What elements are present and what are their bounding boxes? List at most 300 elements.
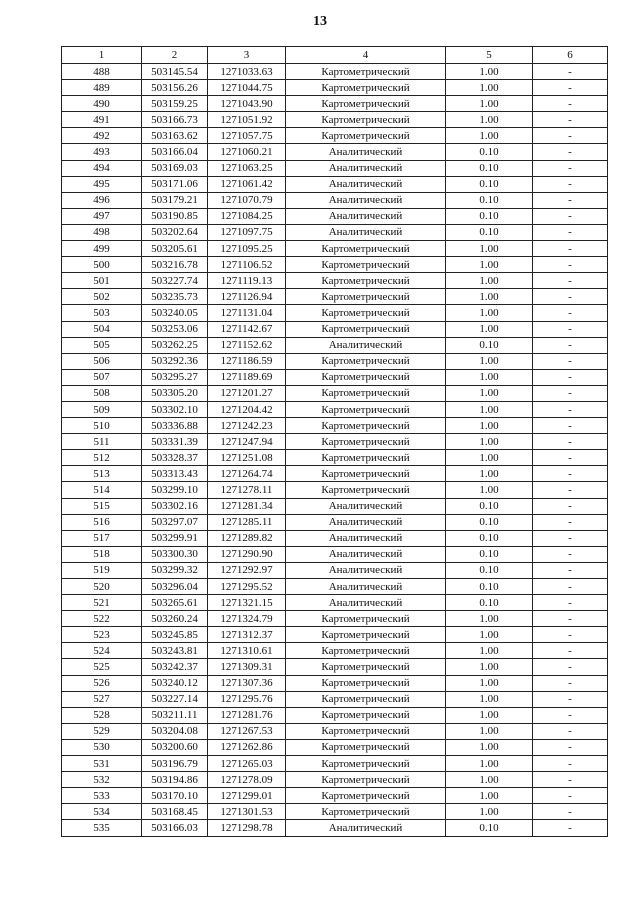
note-cell: - <box>533 144 608 160</box>
table-row <box>62 804 608 820</box>
method-cell: Картометрический <box>286 659 446 675</box>
method-cell: Аналитический <box>286 820 446 836</box>
x-coordinate-cell: 503190.85 <box>142 208 208 224</box>
point-number-cell: 502 <box>62 289 142 305</box>
y-coordinate-cell: 1271278.11 <box>208 482 286 498</box>
y-coordinate-cell: 1271312.37 <box>208 627 286 643</box>
table-row <box>62 562 608 578</box>
point-number-cell: 519 <box>62 562 142 578</box>
accuracy-cell: 1.00 <box>446 128 533 144</box>
y-coordinate-cell: 1271295.76 <box>208 691 286 707</box>
method-cell: Картометрический <box>286 434 446 450</box>
point-number-cell: 509 <box>62 401 142 417</box>
method-cell: Картометрический <box>286 756 446 772</box>
y-coordinate-cell: 1271119.13 <box>208 273 286 289</box>
note-cell: - <box>533 418 608 434</box>
table-row <box>62 64 608 80</box>
accuracy-cell: 1.00 <box>446 739 533 755</box>
table-row <box>62 691 608 707</box>
y-coordinate-cell: 1271285.11 <box>208 514 286 530</box>
x-coordinate-cell: 503194.86 <box>142 772 208 788</box>
point-number-cell: 513 <box>62 466 142 482</box>
table-row <box>62 466 608 482</box>
accuracy-cell: 1.00 <box>446 401 533 417</box>
table-row <box>62 546 608 562</box>
x-coordinate-cell: 503240.05 <box>142 305 208 321</box>
table-row <box>62 128 608 144</box>
method-cell: Аналитический <box>286 514 446 530</box>
coordinates-table <box>61 46 608 837</box>
method-cell: Картометрический <box>286 804 446 820</box>
y-coordinate-cell: 1271201.27 <box>208 385 286 401</box>
note-cell: - <box>533 804 608 820</box>
point-number-cell: 535 <box>62 820 142 836</box>
x-coordinate-cell: 503171.06 <box>142 176 208 192</box>
y-coordinate-cell: 1271267.53 <box>208 723 286 739</box>
table-row <box>62 385 608 401</box>
x-coordinate-cell: 503262.25 <box>142 337 208 353</box>
accuracy-cell: 0.10 <box>446 498 533 514</box>
method-cell: Аналитический <box>286 160 446 176</box>
y-coordinate-cell: 1271251.08 <box>208 450 286 466</box>
point-number-cell: 496 <box>62 192 142 208</box>
note-cell: - <box>533 546 608 562</box>
point-number-cell: 527 <box>62 691 142 707</box>
note-cell: - <box>533 772 608 788</box>
y-coordinate-cell: 1271289.82 <box>208 530 286 546</box>
note-cell: - <box>533 530 608 546</box>
x-coordinate-cell: 503159.25 <box>142 96 208 112</box>
accuracy-cell: 1.00 <box>446 241 533 257</box>
table-row <box>62 530 608 546</box>
accuracy-cell: 1.00 <box>446 385 533 401</box>
table-row <box>62 160 608 176</box>
table-row <box>62 305 608 321</box>
accuracy-cell: 1.00 <box>446 96 533 112</box>
y-coordinate-cell: 1271051.92 <box>208 112 286 128</box>
point-number-cell: 512 <box>62 450 142 466</box>
accuracy-cell: 1.00 <box>446 482 533 498</box>
y-coordinate-cell: 1271126.94 <box>208 289 286 305</box>
point-number-cell: 506 <box>62 353 142 369</box>
table-header <box>62 47 608 64</box>
method-cell: Картометрический <box>286 739 446 755</box>
note-cell: - <box>533 611 608 627</box>
note-cell: - <box>533 273 608 289</box>
method-cell: Аналитический <box>286 337 446 353</box>
table-row <box>62 418 608 434</box>
header-cell-4: 4 <box>286 47 446 64</box>
point-number-cell: 503 <box>62 305 142 321</box>
y-coordinate-cell: 1271106.52 <box>208 257 286 273</box>
y-coordinate-cell: 1271310.61 <box>208 643 286 659</box>
accuracy-cell: 1.00 <box>446 723 533 739</box>
accuracy-cell: 0.10 <box>446 820 533 836</box>
method-cell: Картометрический <box>286 273 446 289</box>
table-row <box>62 289 608 305</box>
y-coordinate-cell: 1271301.53 <box>208 804 286 820</box>
x-coordinate-cell: 503211.11 <box>142 707 208 723</box>
method-cell: Аналитический <box>286 530 446 546</box>
note-cell: - <box>533 321 608 337</box>
table-row <box>62 498 608 514</box>
x-coordinate-cell: 503170.10 <box>142 788 208 804</box>
accuracy-cell: 1.00 <box>446 659 533 675</box>
y-coordinate-cell: 1271061.42 <box>208 176 286 192</box>
y-coordinate-cell: 1271262.86 <box>208 739 286 755</box>
method-cell: Картометрический <box>286 321 446 337</box>
accuracy-cell: 1.00 <box>446 804 533 820</box>
point-number-cell: 488 <box>62 64 142 80</box>
note-cell: - <box>533 450 608 466</box>
point-number-cell: 493 <box>62 144 142 160</box>
method-cell: Картометрический <box>286 723 446 739</box>
point-number-cell: 514 <box>62 482 142 498</box>
x-coordinate-cell: 503260.24 <box>142 611 208 627</box>
point-number-cell: 525 <box>62 659 142 675</box>
table-row <box>62 208 608 224</box>
point-number-cell: 510 <box>62 418 142 434</box>
method-cell: Картометрический <box>286 128 446 144</box>
x-coordinate-cell: 503168.45 <box>142 804 208 820</box>
y-coordinate-cell: 1271131.04 <box>208 305 286 321</box>
table-row <box>62 820 608 836</box>
accuracy-cell: 1.00 <box>446 788 533 804</box>
x-coordinate-cell: 503243.81 <box>142 643 208 659</box>
accuracy-cell: 0.10 <box>446 144 533 160</box>
method-cell: Картометрический <box>286 353 446 369</box>
table-row <box>62 80 608 96</box>
table-row <box>62 369 608 385</box>
method-cell: Аналитический <box>286 546 446 562</box>
point-number-cell: 517 <box>62 530 142 546</box>
method-cell: Картометрический <box>286 241 446 257</box>
y-coordinate-cell: 1271264.74 <box>208 466 286 482</box>
accuracy-cell: 1.00 <box>446 611 533 627</box>
y-coordinate-cell: 1271281.76 <box>208 707 286 723</box>
x-coordinate-cell: 503299.91 <box>142 530 208 546</box>
note-cell: - <box>533 820 608 836</box>
method-cell: Картометрический <box>286 675 446 691</box>
x-coordinate-cell: 503202.64 <box>142 224 208 240</box>
y-coordinate-cell: 1271295.52 <box>208 579 286 595</box>
accuracy-cell: 0.10 <box>446 337 533 353</box>
y-coordinate-cell: 1271309.31 <box>208 659 286 675</box>
point-number-cell: 524 <box>62 643 142 659</box>
method-cell: Картометрический <box>286 772 446 788</box>
method-cell: Аналитический <box>286 208 446 224</box>
method-cell: Аналитический <box>286 144 446 160</box>
table-row <box>62 772 608 788</box>
y-coordinate-cell: 1271142.67 <box>208 321 286 337</box>
x-coordinate-cell: 503295.27 <box>142 369 208 385</box>
table-row <box>62 788 608 804</box>
x-coordinate-cell: 503235.73 <box>142 289 208 305</box>
note-cell: - <box>533 80 608 96</box>
note-cell: - <box>533 112 608 128</box>
y-coordinate-cell: 1271189.69 <box>208 369 286 385</box>
y-coordinate-cell: 1271204.42 <box>208 401 286 417</box>
x-coordinate-cell: 503242.37 <box>142 659 208 675</box>
table-row <box>62 675 608 691</box>
note-cell: - <box>533 353 608 369</box>
accuracy-cell: 1.00 <box>446 353 533 369</box>
table-row <box>62 401 608 417</box>
y-coordinate-cell: 1271290.90 <box>208 546 286 562</box>
table-row <box>62 257 608 273</box>
method-cell: Картометрический <box>286 611 446 627</box>
x-coordinate-cell: 503227.74 <box>142 273 208 289</box>
x-coordinate-cell: 503331.39 <box>142 434 208 450</box>
point-number-cell: 533 <box>62 788 142 804</box>
accuracy-cell: 1.00 <box>446 273 533 289</box>
x-coordinate-cell: 503253.06 <box>142 321 208 337</box>
accuracy-cell: 1.00 <box>446 289 533 305</box>
note-cell: - <box>533 723 608 739</box>
table-row <box>62 241 608 257</box>
x-coordinate-cell: 503196.79 <box>142 756 208 772</box>
x-coordinate-cell: 503179.21 <box>142 192 208 208</box>
y-coordinate-cell: 1271063.25 <box>208 160 286 176</box>
point-number-cell: 505 <box>62 337 142 353</box>
y-coordinate-cell: 1271084.25 <box>208 208 286 224</box>
accuracy-cell: 1.00 <box>446 450 533 466</box>
point-number-cell: 492 <box>62 128 142 144</box>
header-row <box>62 47 608 64</box>
table-row <box>62 96 608 112</box>
method-cell: Аналитический <box>286 192 446 208</box>
page-number: 13 <box>313 14 327 29</box>
table-row <box>62 337 608 353</box>
accuracy-cell: 1.00 <box>446 643 533 659</box>
accuracy-cell: 1.00 <box>446 627 533 643</box>
method-cell: Картометрический <box>286 385 446 401</box>
x-coordinate-cell: 503145.54 <box>142 64 208 80</box>
note-cell: - <box>533 482 608 498</box>
table-row <box>62 643 608 659</box>
method-cell: Картометрический <box>286 418 446 434</box>
note-cell: - <box>533 739 608 755</box>
x-coordinate-cell: 503292.36 <box>142 353 208 369</box>
point-number-cell: 504 <box>62 321 142 337</box>
point-number-cell: 523 <box>62 627 142 643</box>
header-cell-5: 5 <box>446 47 533 64</box>
note-cell: - <box>533 160 608 176</box>
accuracy-cell: 1.00 <box>446 675 533 691</box>
table-row <box>62 627 608 643</box>
method-cell: Картометрический <box>286 707 446 723</box>
x-coordinate-cell: 503169.03 <box>142 160 208 176</box>
y-coordinate-cell: 1271060.21 <box>208 144 286 160</box>
x-coordinate-cell: 503166.04 <box>142 144 208 160</box>
point-number-cell: 520 <box>62 579 142 595</box>
note-cell: - <box>533 208 608 224</box>
point-number-cell: 532 <box>62 772 142 788</box>
method-cell: Картометрический <box>286 788 446 804</box>
y-coordinate-cell: 1271097.75 <box>208 224 286 240</box>
accuracy-cell: 1.00 <box>446 707 533 723</box>
method-cell: Картометрический <box>286 466 446 482</box>
point-number-cell: 495 <box>62 176 142 192</box>
point-number-cell: 501 <box>62 273 142 289</box>
note-cell: - <box>533 595 608 611</box>
method-cell: Картометрический <box>286 80 446 96</box>
table-row <box>62 450 608 466</box>
note-cell: - <box>533 257 608 273</box>
y-coordinate-cell: 1271186.59 <box>208 353 286 369</box>
table-row <box>62 739 608 755</box>
header-cell-2: 2 <box>142 47 208 64</box>
note-cell: - <box>533 176 608 192</box>
table-row <box>62 482 608 498</box>
accuracy-cell: 1.00 <box>446 434 533 450</box>
point-number-cell: 531 <box>62 756 142 772</box>
header-cell-6: 6 <box>533 47 608 64</box>
table-row <box>62 321 608 337</box>
table-row <box>62 611 608 627</box>
table-row <box>62 723 608 739</box>
note-cell: - <box>533 289 608 305</box>
accuracy-cell: 0.10 <box>446 546 533 562</box>
accuracy-cell: 1.00 <box>446 691 533 707</box>
point-number-cell: 490 <box>62 96 142 112</box>
note-cell: - <box>533 707 608 723</box>
table-row <box>62 707 608 723</box>
x-coordinate-cell: 503297.07 <box>142 514 208 530</box>
point-number-cell: 494 <box>62 160 142 176</box>
x-coordinate-cell: 503205.61 <box>142 241 208 257</box>
note-cell: - <box>533 643 608 659</box>
note-cell: - <box>533 659 608 675</box>
method-cell: Картометрический <box>286 482 446 498</box>
note-cell: - <box>533 466 608 482</box>
method-cell: Картометрический <box>286 643 446 659</box>
method-cell: Аналитический <box>286 176 446 192</box>
table-row <box>62 224 608 240</box>
accuracy-cell: 0.10 <box>446 514 533 530</box>
table-row <box>62 353 608 369</box>
point-number-cell: 508 <box>62 385 142 401</box>
point-number-cell: 529 <box>62 723 142 739</box>
table-row <box>62 659 608 675</box>
point-number-cell: 516 <box>62 514 142 530</box>
x-coordinate-cell: 503299.10 <box>142 482 208 498</box>
accuracy-cell: 1.00 <box>446 772 533 788</box>
accuracy-cell: 1.00 <box>446 80 533 96</box>
note-cell: - <box>533 224 608 240</box>
accuracy-cell: 0.10 <box>446 208 533 224</box>
method-cell: Картометрический <box>286 305 446 321</box>
point-number-cell: 530 <box>62 739 142 755</box>
y-coordinate-cell: 1271152.62 <box>208 337 286 353</box>
x-coordinate-cell: 503216.78 <box>142 257 208 273</box>
note-cell: - <box>533 64 608 80</box>
point-number-cell: 521 <box>62 595 142 611</box>
table-row <box>62 176 608 192</box>
method-cell: Аналитический <box>286 579 446 595</box>
point-number-cell: 526 <box>62 675 142 691</box>
accuracy-cell: 0.10 <box>446 595 533 611</box>
note-cell: - <box>533 241 608 257</box>
accuracy-cell: 1.00 <box>446 321 533 337</box>
accuracy-cell: 1.00 <box>446 466 533 482</box>
note-cell: - <box>533 96 608 112</box>
y-coordinate-cell: 1271299.01 <box>208 788 286 804</box>
method-cell: Картометрический <box>286 112 446 128</box>
y-coordinate-cell: 1271095.25 <box>208 241 286 257</box>
x-coordinate-cell: 503302.10 <box>142 401 208 417</box>
point-number-cell: 498 <box>62 224 142 240</box>
note-cell: - <box>533 675 608 691</box>
x-coordinate-cell: 503166.73 <box>142 112 208 128</box>
x-coordinate-cell: 503305.20 <box>142 385 208 401</box>
note-cell: - <box>533 434 608 450</box>
note-cell: - <box>533 756 608 772</box>
note-cell: - <box>533 562 608 578</box>
table-row <box>62 273 608 289</box>
y-coordinate-cell: 1271057.75 <box>208 128 286 144</box>
method-cell: Картометрический <box>286 369 446 385</box>
accuracy-cell: 0.10 <box>446 224 533 240</box>
accuracy-cell: 1.00 <box>446 64 533 80</box>
x-coordinate-cell: 503302.16 <box>142 498 208 514</box>
table-body <box>62 64 608 837</box>
method-cell: Картометрический <box>286 64 446 80</box>
method-cell: Картометрический <box>286 627 446 643</box>
x-coordinate-cell: 503163.62 <box>142 128 208 144</box>
method-cell: Аналитический <box>286 595 446 611</box>
note-cell: - <box>533 514 608 530</box>
y-coordinate-cell: 1271292.97 <box>208 562 286 578</box>
method-cell: Картометрический <box>286 450 446 466</box>
method-cell: Аналитический <box>286 498 446 514</box>
x-coordinate-cell: 503328.37 <box>142 450 208 466</box>
x-coordinate-cell: 503166.03 <box>142 820 208 836</box>
point-number-cell: 522 <box>62 611 142 627</box>
y-coordinate-cell: 1271247.94 <box>208 434 286 450</box>
y-coordinate-cell: 1271281.34 <box>208 498 286 514</box>
accuracy-cell: 0.10 <box>446 176 533 192</box>
accuracy-cell: 1.00 <box>446 257 533 273</box>
x-coordinate-cell: 503299.32 <box>142 562 208 578</box>
accuracy-cell: 0.10 <box>446 160 533 176</box>
point-number-cell: 515 <box>62 498 142 514</box>
point-number-cell: 528 <box>62 707 142 723</box>
header-cell-3: 3 <box>208 47 286 64</box>
accuracy-cell: 1.00 <box>446 305 533 321</box>
method-cell: Аналитический <box>286 562 446 578</box>
point-number-cell: 497 <box>62 208 142 224</box>
point-number-cell: 518 <box>62 546 142 562</box>
note-cell: - <box>533 337 608 353</box>
accuracy-cell: 0.10 <box>446 530 533 546</box>
note-cell: - <box>533 401 608 417</box>
note-cell: - <box>533 385 608 401</box>
note-cell: - <box>533 128 608 144</box>
note-cell: - <box>533 788 608 804</box>
accuracy-cell: 1.00 <box>446 756 533 772</box>
table-row <box>62 192 608 208</box>
method-cell: Картометрический <box>286 96 446 112</box>
y-coordinate-cell: 1271278.09 <box>208 772 286 788</box>
point-number-cell: 489 <box>62 80 142 96</box>
point-number-cell: 534 <box>62 804 142 820</box>
note-cell: - <box>533 192 608 208</box>
accuracy-cell: 0.10 <box>446 562 533 578</box>
accuracy-cell: 1.00 <box>446 112 533 128</box>
accuracy-cell: 1.00 <box>446 369 533 385</box>
method-cell: Картометрический <box>286 257 446 273</box>
